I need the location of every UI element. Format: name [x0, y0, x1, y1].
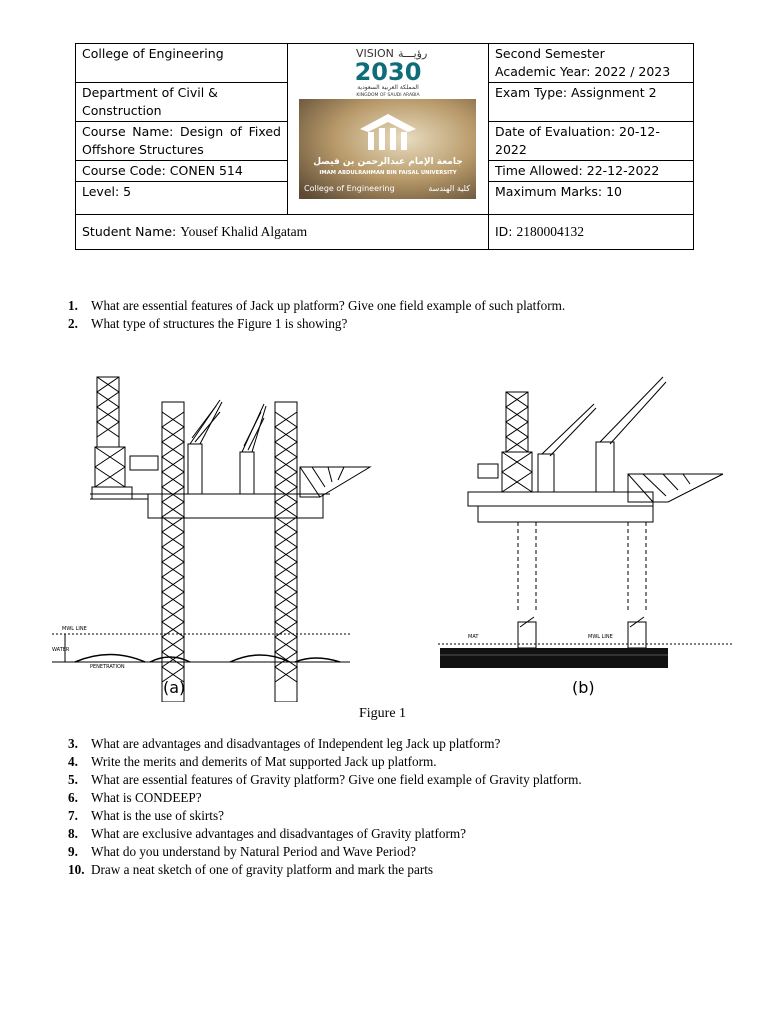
level-cell: Level: 5	[76, 182, 288, 215]
crane-left-icon	[538, 404, 596, 492]
question-item: 4. Write the merits and demerits of Mat supported Jack up platform.	[68, 754, 437, 769]
questions-part-b	[68, 735, 582, 879]
leg-left	[518, 522, 536, 612]
student-name-label: Student Name:	[82, 224, 177, 239]
crane-right-icon	[240, 404, 266, 494]
hull-deck	[468, 492, 653, 506]
mat-foundation	[440, 648, 668, 668]
figure-a-independent-leg-jackup	[50, 372, 380, 702]
university-arabic: جامعة الإمام عبدالرحمن بن فيصل	[313, 157, 463, 167]
question-item: 7. What is the use of skirts?	[68, 808, 224, 823]
question-text: What are exclusive advantages and disadvantages of Gravity platform?	[91, 826, 466, 841]
university-logo	[288, 44, 489, 204]
question-text: What are advantages and disadvantages of Independent leg Jack up platform?	[91, 736, 501, 751]
question-text: Write the merits and demerits of Mat supported Jack up platform.	[91, 754, 437, 769]
logo-college-en: College of Engineering	[304, 184, 395, 193]
id-cell	[489, 215, 694, 250]
leg-right	[628, 522, 646, 612]
question-text: What type of structures the Figure 1 is showing?	[91, 316, 348, 331]
penetration-label-a: PENETRATION	[90, 664, 125, 670]
question-item: 10. Draw a neat sketch of one of gravity platform and mark the parts	[68, 862, 434, 877]
exam-type-cell: Exam Type: Assignment 2	[489, 83, 694, 122]
figure-label-b: (b)	[572, 678, 595, 697]
question-text: What are essential features of Jack up platform? Give one field example of such platform.	[91, 298, 566, 313]
question-text: Draw a neat sketch of one of gravity platform and mark the parts	[91, 862, 434, 877]
student-name-cell	[76, 215, 489, 250]
max-marks-cell: Maximum Marks: 10	[489, 182, 694, 215]
figure-caption: Figure 1	[359, 706, 407, 721]
question-item: 8. What are exclusive advantages and disadvantages of Gravity platform?	[68, 826, 466, 841]
question-item: 5. What are essential features of Gravity platform? Give one field example of Gravity platform.	[68, 772, 582, 787]
semester: Second Semester	[495, 46, 605, 61]
date-eval-cell: Date of Evaluation: 20-12-2022	[489, 122, 694, 161]
question-item: 3. What are advantages and disadvantages of Independent leg Jack up platform?	[68, 736, 501, 751]
department-cell: Department of Civil & Construction	[76, 83, 288, 122]
question-text: What do you understand by Natural Period and Wave Period?	[91, 844, 416, 859]
mwl-label-a: MWL LINE	[62, 626, 87, 632]
id-label: ID:	[495, 224, 513, 239]
mat-label-b: MAT	[468, 634, 479, 640]
course-name-cell: Course Name: Design of Fixed Offshore Structures	[76, 122, 288, 161]
academic-year: Academic Year: 2022 / 2023	[495, 64, 671, 79]
logo-cell	[288, 44, 489, 215]
water-label-a: WATER	[52, 647, 70, 653]
questions-part-a	[68, 297, 565, 333]
question-item: 6. What is CONDEEP?	[68, 790, 202, 805]
mwl-label-b: MWL LINE	[588, 634, 613, 640]
question-text: What is the use of skirts?	[91, 808, 224, 823]
question-item: 2. What type of structures the Figure 1 is showing?	[68, 316, 348, 331]
university-name: IMAM ABDULRAHMAN BIN FAISAL UNIVERSITY	[319, 170, 457, 176]
logo-college-ar: كلية الهندسة	[428, 184, 470, 193]
crane-right-icon	[596, 377, 666, 492]
kingdom-text: KINGDOM OF SAUDI ARABIA	[356, 93, 420, 98]
header-table	[75, 43, 694, 250]
derrick-tower-icon	[95, 377, 125, 487]
derrick-tower-icon	[502, 392, 532, 492]
question-text: What are essential features of Gravity platform? Give one field example of Gravity platform.	[91, 772, 582, 787]
kingdom-arabic: المملكة العربية السعودية	[357, 84, 419, 91]
vision-text: VISION	[356, 47, 394, 60]
question-text: What is CONDEEP?	[91, 790, 202, 805]
question-item: 9. What do you understand by Natural Period and Wave Period?	[68, 844, 416, 859]
student-name-value: Yousef Khalid Algatam	[180, 224, 308, 239]
semester-cell	[489, 44, 694, 83]
vision-year: 2030	[354, 58, 422, 86]
crane-left-icon	[188, 400, 222, 494]
time-allowed-cell: Time Allowed: 22-12-2022	[489, 161, 694, 182]
figure-b-mat-supported-jackup	[438, 372, 733, 672]
course-code-cell: Course Code: CONEN 514	[76, 161, 288, 182]
vision-arabic: رؤيـــة	[398, 47, 428, 60]
question-item: 1. What are essential features of Jack up platform? Give one field example of such platform.	[68, 298, 566, 313]
id-value: 2180004132	[516, 224, 585, 239]
figure-label-a: (a)	[163, 678, 186, 697]
college-cell: College of Engineering	[76, 44, 288, 83]
